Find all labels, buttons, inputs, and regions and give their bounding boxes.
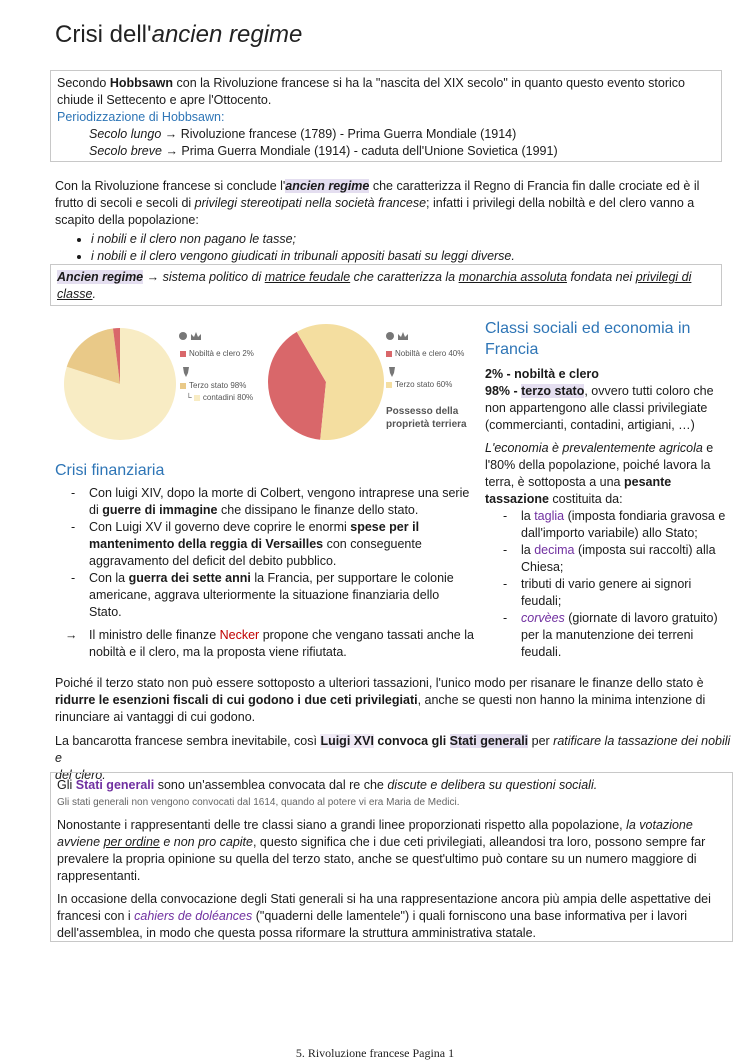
- section-title-crisi: Crisi finanziaria: [55, 462, 165, 479]
- risanamento-paragraph: Poiché il terzo stato non può essere sottoposto a ulteriori tassazioni, l'unico modo per risanare le finanze dello stato è ridurre le esenzioni fiscali di cui godono i due ceti privilegiati, anche se questi non hanno la minima intenzione di rinunciare ai vantaggi di cui godono.: [55, 676, 706, 724]
- hobbsawn-box: Secondo Hobbsawn con la Rivoluzione francese si ha la "nascita del XIX secolo" in quanto questo evento storico chiude il Settecento e apre l'Ottocento. Periodizzazione di Hobbsawn: Secolo lungo → Rivoluzione francese (1789) - Prima Guerra Mondiale (1914) Secolo breve → Prima Guerra Mondiale (1914) - caduta dell'Unione Sovietica (1991): [50, 70, 722, 162]
- legend-contadini: └ contadini 80%: [186, 393, 254, 402]
- classi-sociali-section: Classi sociali ed economia in Francia 2% - nobiltà e clero 98% - terzo stato, ovvero tutti coloro che non appartengono alle classi privilegiate (commercianti, contadini, artigiani, …) L'economia è prevalentemente agricola e l'80% della popolazione, poiché lavora la terra, è sottoposta a una pesante tassazione costituita da: - la taglia (imposta fondiaria gravosa e dall'importo variabile) allo Stato; - la decima (imposta sui raccolti) alla Chiesa; - tributi di vario genere ai signori feudali; - corvèes (giornate di lavoro gratuito) per la manutenzione dei terreni feudali.: [485, 318, 745, 661]
- crisi-finanziaria-section: Crisi finanziaria - Con luigi XIV, dopo la morte di Colbert, vengono intraprese una serie di guerre di immagine che dissipano le finanze dello stato. - Con Luigi XV il governo deve coprire le enormi spese per il mantenimento della reggia di Versailles con conseguente aggravamento del deficit del debito pubblico. - Con la guerra dei sette anni la Francia, per supportare le colonie americane, aggrava ulteriormente la situazione finanziaria dello Stato. → Il ministro delle finanze Necker propone che vengano tassati anche la nobiltà e il clero, ma la proposta viene rifiutata.: [55, 460, 480, 661]
- stati-generali-box: Gli Stati generali sono un'assemblea convocata dal re che discute e delibera su questioni sociali. Gli stati generali non vengono convocati dal 1614, quando al potere vi era Maria de Medici. Nonostante i rappresentanti delle tre classi siano a grandi linee proporzionati rispetto alla popolazione, la votazione avviene per ordine e non pro capite, questo significa che i due ceti privilegiati, alleandosi tra loro, possono sempre far prevalere la propria opinione su quella del terzo stato, anche se quest'ultimo può contare su un numero maggiore di rappresentanti. In occasione della convocazione degli Stati generali si ha una rappresentazione ancora più ampia delle aspettative dei francesi con i cahiers de doléances ("quaderni delle lamentele") i quali forniscono una base informativa per i lavori dell'assemblea, in modo che questa possa riformare la struttura amministrativa statale.: [50, 772, 733, 942]
- legend-nobili-2: Nobiltà e clero 40%: [386, 348, 464, 359]
- chart-caption: Possesso della proprietà terriera: [386, 406, 467, 430]
- page-title: Crisi dell'ancien regime: [55, 21, 303, 48]
- legend-nobili-1: Nobiltà e clero 2%: [180, 348, 254, 359]
- crown-icon: [178, 330, 202, 347]
- page-footer: 5. Rivoluzione francese Pagina 1: [295, 1046, 455, 1060]
- bancarotta-paragraph: La bancarotta francese sembra inevitabile, così Luigi XVI convoca gli Stati generali per ratificare la tassazione dei nobili e del clero.: [55, 734, 731, 782]
- section-title-classi: Classi sociali ed economia in Francia: [485, 320, 691, 358]
- pie-chart-population: [62, 326, 178, 442]
- ancien-regime-intro: Con la Rivoluzione francese si conclude l'ancien regime che caratterizza il Regno di Francia fin dalle crociate ed è il frutto di secoli e secoli di privilegi stereotipati nella società francese; infatti i privilegi della nobiltà e del clero vanno a scapito della popolazione: • i nobili e il clero non pagano le tasse; • i nobili e il clero vengono giudicati in tribunali appositi basati su leggi diverse.: [55, 178, 735, 265]
- legend-terzo-2: Terzo stato 60%: [386, 379, 452, 390]
- legend-terzo-1: Terzo stato 98%: [180, 380, 246, 391]
- definition-box: Ancien regime → sistema politico di matrice feudale che caratterizza la monarchia assoluta fondata nei privilegi di classe.: [50, 264, 722, 306]
- crown-icon: [385, 330, 409, 347]
- pie-chart-land: [266, 322, 386, 442]
